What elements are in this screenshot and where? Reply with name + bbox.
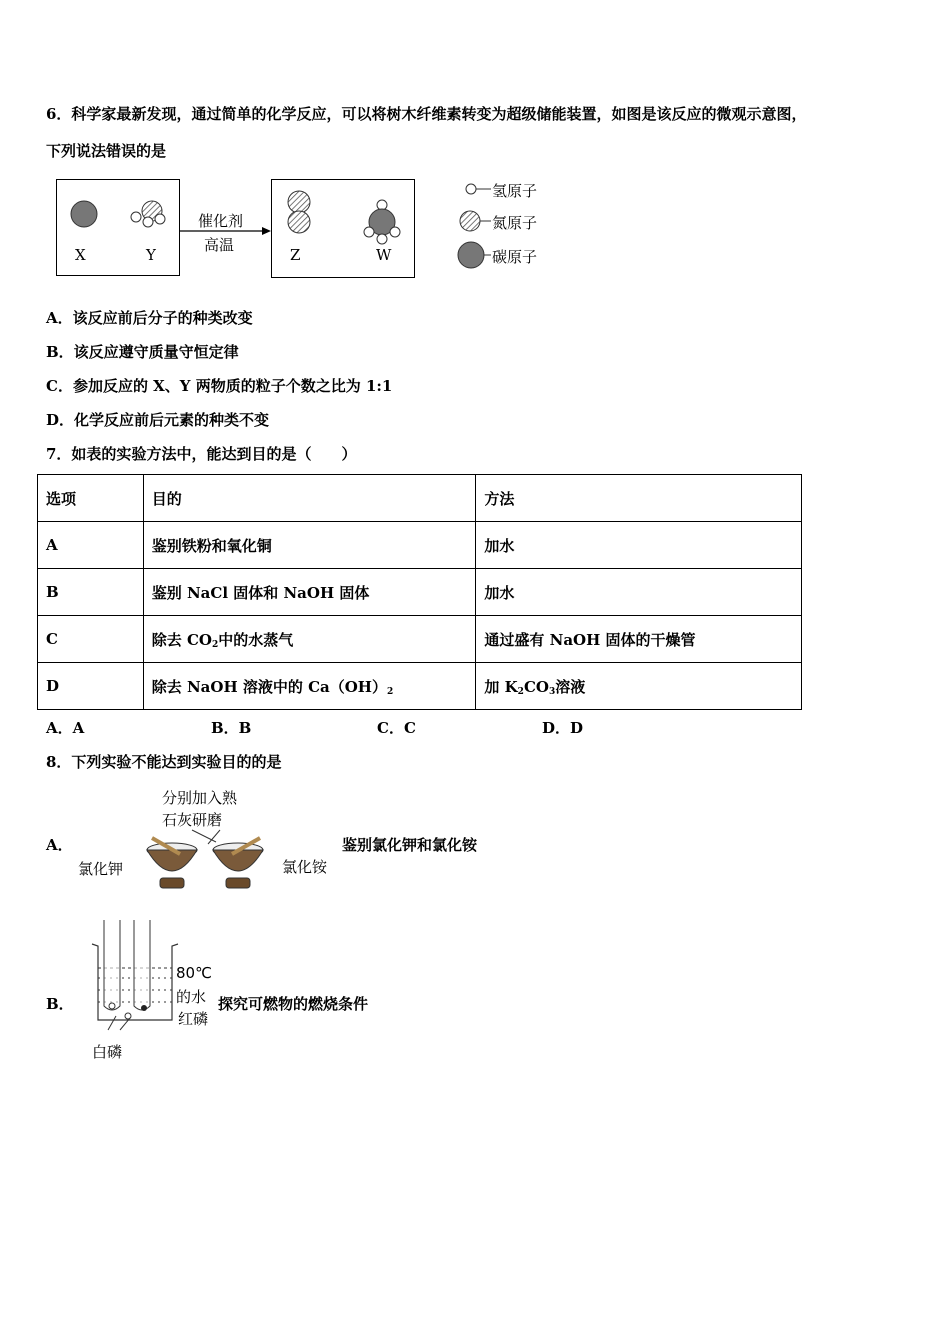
left-mortar-base [160, 878, 184, 888]
nitrogen-atom-z2 [288, 211, 310, 233]
row-c-option: C [38, 616, 144, 663]
row-d-method: 加 $K_2CO_3$溶液 [476, 663, 802, 710]
q8-stem: 8．下列实验不能达到实验目的的是 [46, 753, 282, 771]
legend-nitrogen-symbol [460, 211, 480, 231]
water-label: 的水 [176, 988, 207, 1006]
mortar-left-label: 氯化钾 [78, 860, 124, 878]
q8-option-a-text: 鉴别氯化钾和氯化铵 [342, 836, 478, 854]
row-b-method: 加水 [476, 569, 802, 616]
label-w: W [376, 246, 392, 264]
red-phosphorus-label: 红磷 [178, 1010, 209, 1028]
row-c-goal: 除去 $CO_2$中的水蒸气 [143, 616, 476, 663]
right-mortar-base [226, 878, 250, 888]
legend-symbols [455, 178, 495, 270]
q7-answer-a: A．A [46, 719, 85, 737]
q6-option-b: B．该反应遵守质量守恒定律 [46, 343, 239, 361]
q7-answer-c: C．C [377, 719, 416, 737]
white-phosphorus-in-tube [109, 1003, 115, 1009]
hydrogen-atom-y3 [155, 214, 165, 224]
table-header-row [38, 475, 802, 522]
q6-stem-line2: 下列说法错误的是 [46, 142, 167, 160]
mortar-caption-line1: 分别加入熟 [162, 789, 238, 807]
q6-stem-line1: 6．科学家最新发现，通过简单的化学反应，可以将树木纤维素转变为超级储能装置，如图是该反应的微观示意图， [46, 105, 807, 123]
legend-carbon-symbol [458, 242, 484, 268]
hydrogen-atom-w4 [377, 234, 387, 244]
nitrogen-atom-z1 [288, 191, 310, 213]
beaker-illustration [90, 916, 180, 1036]
hydrogen-atom-w2 [364, 227, 374, 237]
q7-answer-b: B．B [211, 719, 252, 737]
label-x: X [75, 246, 86, 264]
carbon-atom-x [71, 201, 97, 227]
test-tube-left [104, 920, 120, 1010]
hydrogen-atom-y1 [131, 212, 141, 222]
row-b-goal: 鉴别 NaCl 固体和 NaOH 固体 [143, 569, 476, 616]
row-a-option: A [38, 522, 144, 569]
arrow-catalyst-label: 催化剂 [198, 212, 244, 230]
row-d-goal: 除去 NaOH 溶液中的 $Ca(OH)_2$ [143, 663, 476, 710]
row-b-option: B [38, 569, 144, 616]
hydrogen-atom-y2 [143, 217, 153, 227]
table-row [38, 569, 802, 616]
q6-option-d: D．化学反应前后元素的种类不变 [46, 411, 270, 429]
row-a-method: 加水 [476, 522, 802, 569]
row-a-goal: 鉴别铁粉和氧化铜 [143, 522, 476, 569]
label-y: Y [146, 246, 156, 264]
q8-option-a-label: A． [46, 836, 73, 854]
q8-option-b-label: B． [46, 995, 74, 1013]
right-mortar-bowl [213, 850, 263, 871]
red-phosphorus [141, 1005, 147, 1011]
header-option: 选项 [38, 475, 144, 522]
mortar-illustration [140, 828, 290, 896]
left-mortar-bowl [147, 850, 197, 871]
hydrogen-atom-w3 [390, 227, 400, 237]
arrow-temperature-label: 高温 [204, 236, 235, 254]
table-row [38, 616, 802, 663]
mortar-caption-line2: 石灰研磨 [162, 811, 223, 829]
legend-nitrogen-label: 氮原子 [492, 214, 538, 232]
label-z: Z [290, 246, 301, 264]
q7-stem: 7．如表的实验方法中，能达到目的是（ ） [46, 445, 357, 463]
mortar-right-label: 氯化铵 [282, 858, 328, 876]
white-phosphorus-label: 白磷 [92, 1043, 123, 1061]
header-method: 方法 [476, 475, 802, 522]
header-goal: 目的 [143, 475, 476, 522]
water-temp-label: 80℃ [176, 964, 212, 982]
test-tube-right [134, 920, 150, 1010]
row-d-option: D [38, 663, 144, 710]
q8-option-b-text: 探究可燃物的燃烧条件 [218, 995, 369, 1013]
q6-option-c: C．参加反应的 X、Y 两物质的粒子个数之比为 1:1 [46, 377, 393, 395]
legend-hydrogen-label: 氢原子 [492, 182, 538, 200]
q7-table [37, 474, 802, 710]
legend-hydrogen-symbol [466, 184, 476, 194]
table-row [38, 522, 802, 569]
q7-answer-d: D．D [542, 719, 584, 737]
legend-carbon-label: 碳原子 [492, 248, 538, 266]
row-c-method: 通过盛有 NaOH 固体的干燥管 [476, 616, 802, 663]
table-row [38, 663, 802, 710]
q6-option-a: A．该反应前后分子的种类改变 [46, 309, 253, 327]
